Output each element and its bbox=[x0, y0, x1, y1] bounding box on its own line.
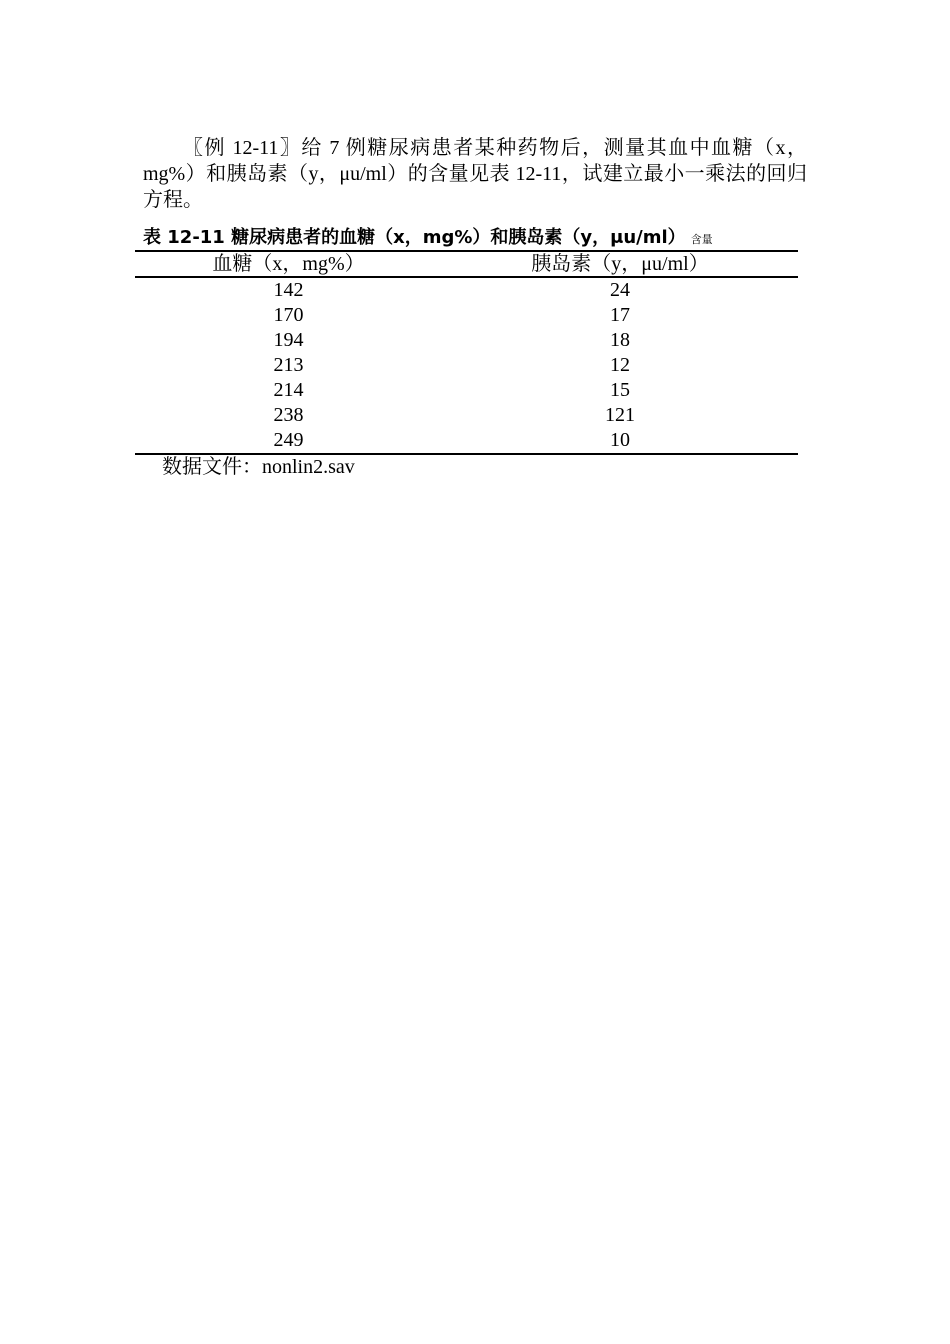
table-caption bbox=[143, 224, 803, 253]
cell-glucose: 213 bbox=[273, 354, 304, 376]
cell-insulin: 24 bbox=[610, 279, 630, 301]
table-row bbox=[135, 353, 798, 378]
cell-glucose: 170 bbox=[273, 304, 304, 326]
cell-glucose: 238 bbox=[273, 404, 304, 426]
data-file-note: 数据文件：nonlin2.sav bbox=[162, 456, 355, 478]
table-caption-title: 表 12-11 糖尿病患者的血糖（x，mg%）和胰岛素（y，μu/ml） bbox=[143, 227, 686, 248]
table-header-row bbox=[135, 251, 798, 277]
table-row bbox=[135, 378, 798, 403]
cell-insulin: 12 bbox=[610, 354, 630, 376]
cell-glucose: 194 bbox=[273, 329, 304, 351]
table-row bbox=[135, 328, 798, 353]
cell-glucose: 214 bbox=[273, 379, 304, 401]
table-caption-suffix: 含量 bbox=[690, 233, 713, 246]
cell-insulin: 15 bbox=[610, 379, 630, 401]
data-table bbox=[135, 250, 798, 455]
header-blood-glucose: 血糖（x，mg%） bbox=[212, 253, 365, 275]
cell-glucose: 142 bbox=[273, 279, 304, 301]
cell-insulin: 10 bbox=[610, 429, 630, 451]
cell-insulin: 121 bbox=[605, 404, 635, 426]
table-row bbox=[135, 277, 798, 303]
cell-glucose: 249 bbox=[273, 429, 304, 451]
cell-insulin: 17 bbox=[610, 304, 630, 326]
cell-insulin: 18 bbox=[610, 329, 630, 351]
table-row bbox=[135, 403, 798, 428]
table-row bbox=[135, 303, 798, 328]
header-insulin: 胰岛素（y，μu/ml） bbox=[531, 253, 709, 275]
table-row bbox=[135, 428, 798, 454]
intro-paragraph: 〖例 12-11〗给 7 例糖尿病患者某种药物后，测量其血中血糖（x，mg%）和胰岛素（y，μu/ml）的含量见表 12-11，试建立最小一乘法的回归方程。 bbox=[143, 137, 807, 211]
